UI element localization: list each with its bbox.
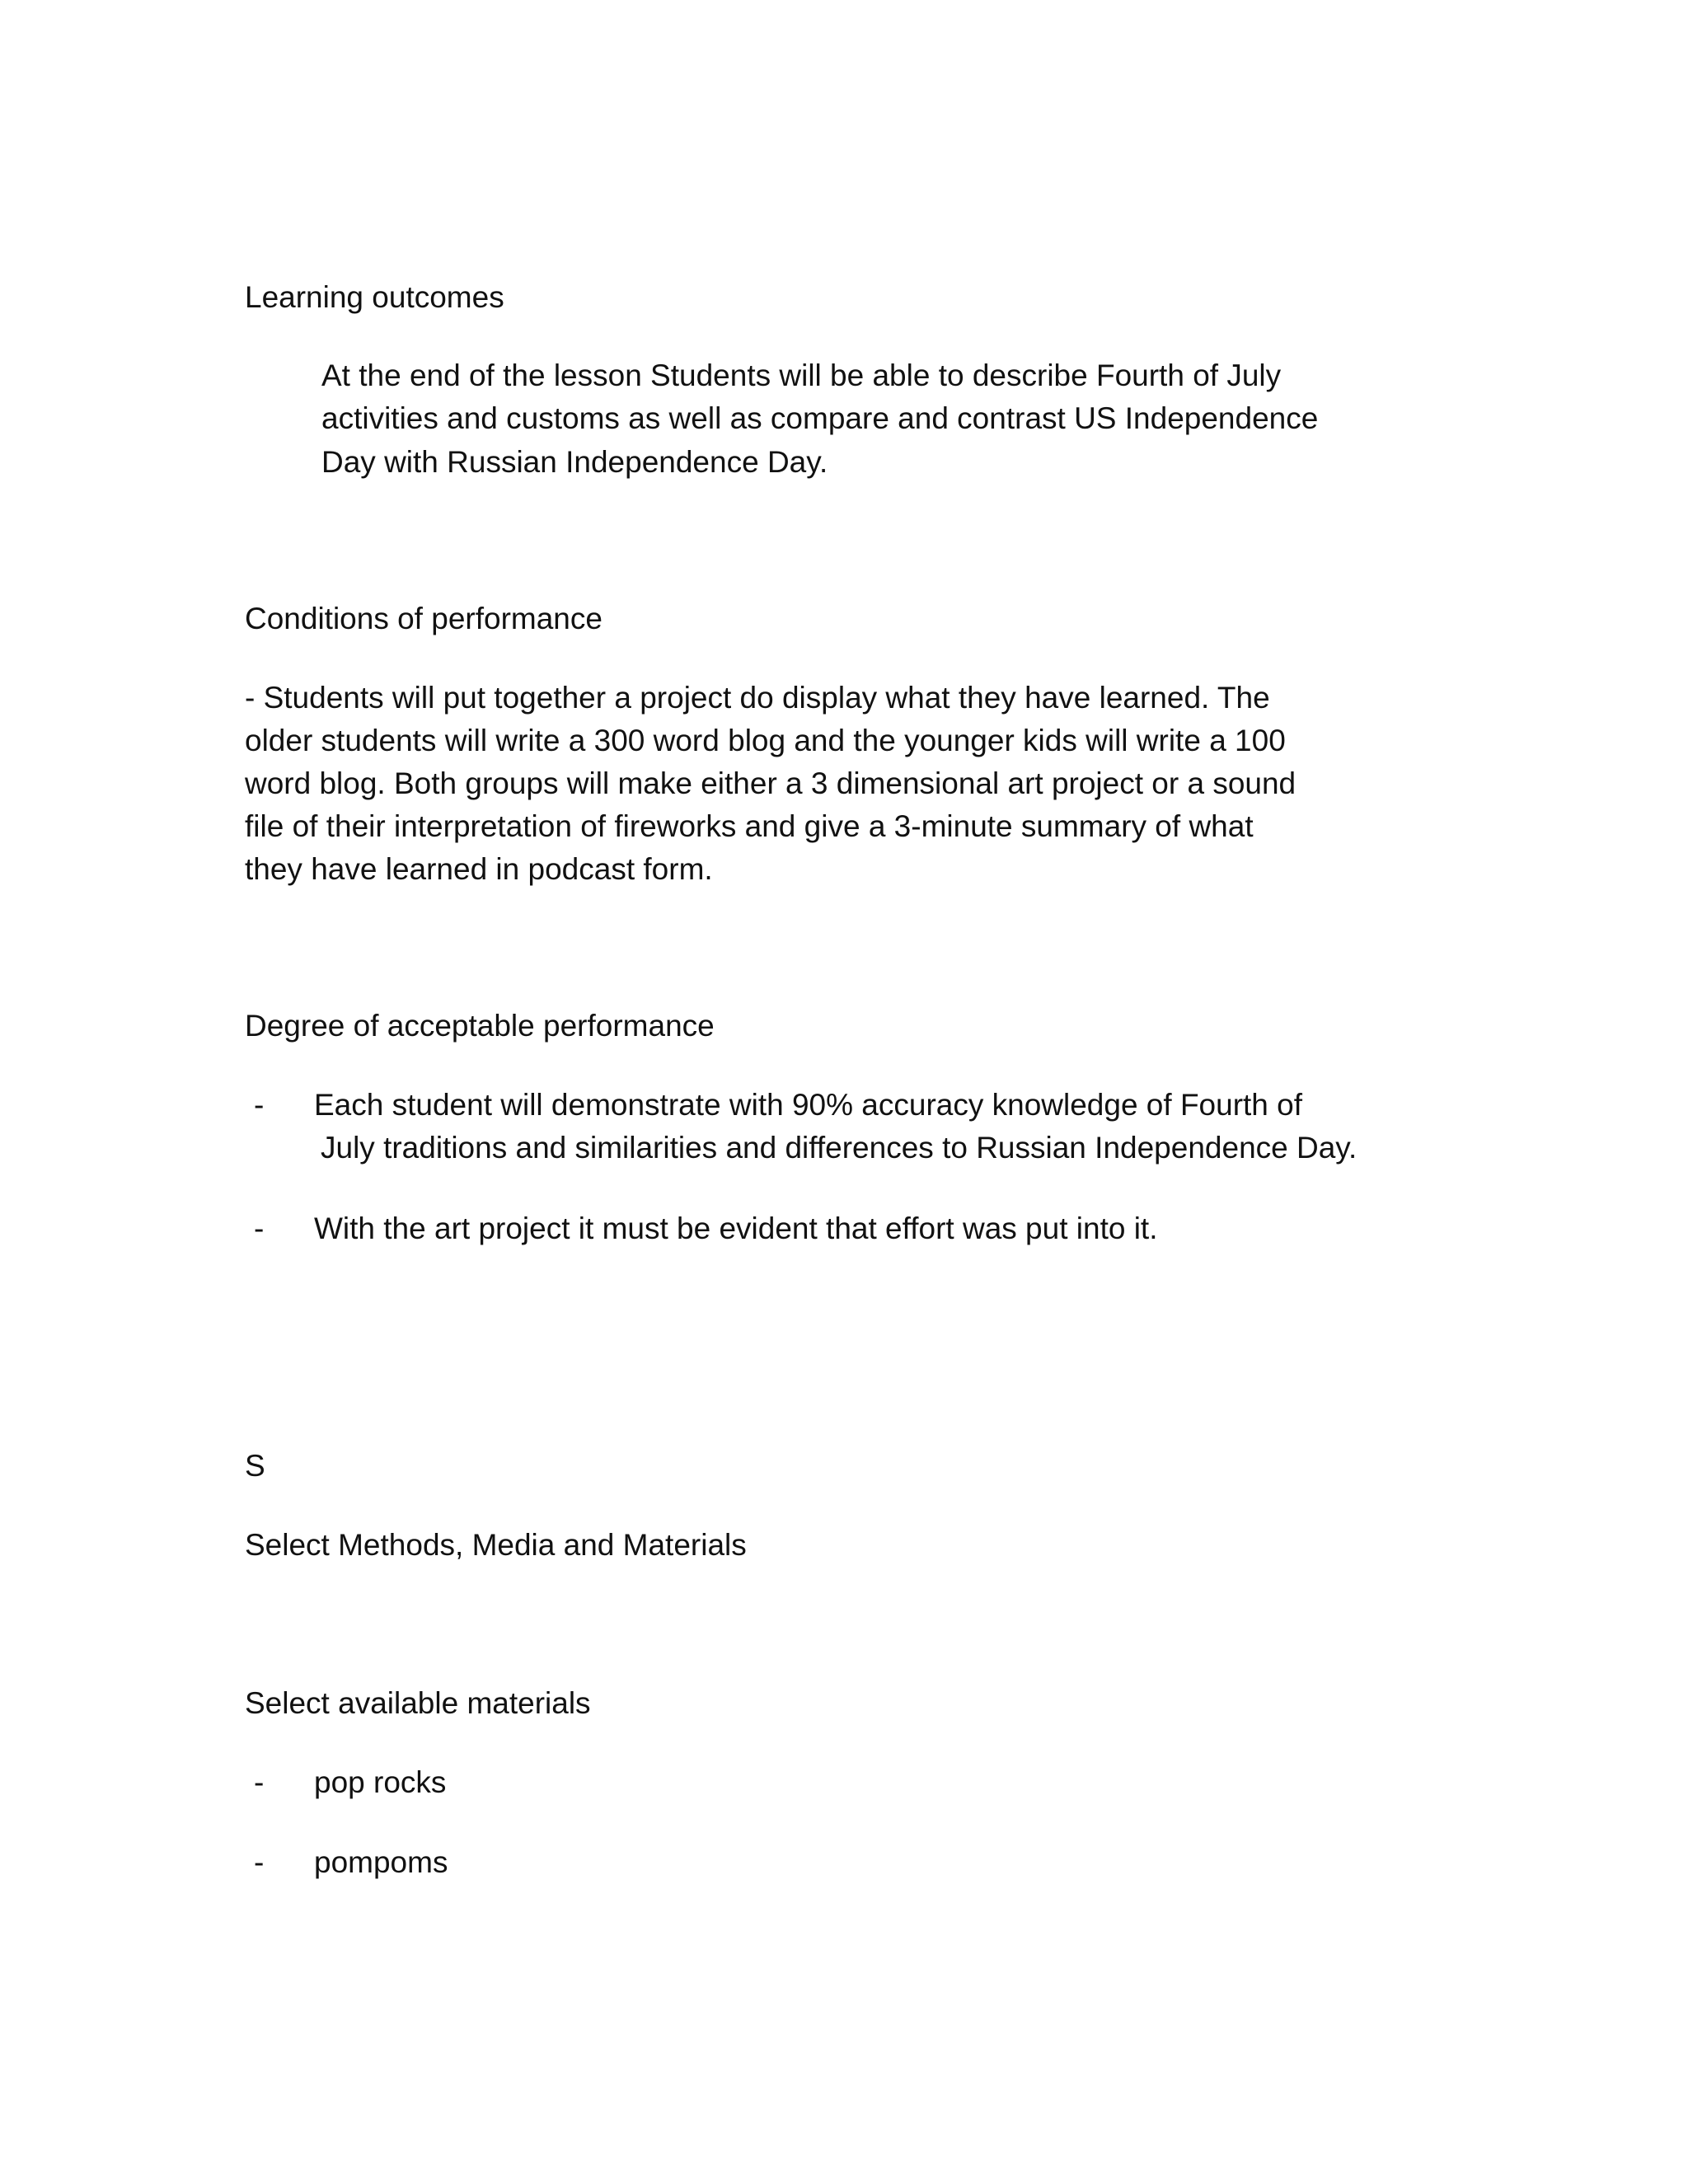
methods-heading: Select Methods, Media and Materials xyxy=(245,1528,747,1562)
bullet-dash: - xyxy=(254,1088,265,1122)
materials-item-2: pompoms xyxy=(314,1845,448,1879)
bullet-dash: - xyxy=(254,1765,265,1799)
conditions-heading: Conditions of performance xyxy=(245,602,603,635)
conditions-line-3: word blog. Both groups will make either a 3 dimensional art project or a sound xyxy=(245,766,1296,800)
learning-outcomes-heading: Learning outcomes xyxy=(245,280,504,314)
conditions-line-5: they have learned in podcast form. xyxy=(245,852,713,886)
learning-outcomes-line-3: Day with Russian Independence Day. xyxy=(321,445,828,479)
degree-heading: Degree of acceptable performance xyxy=(245,1009,715,1043)
degree-item-1-line-1: Each student will demonstrate with 90% accuracy knowledge of Fourth of xyxy=(314,1088,1303,1122)
materials-item-1: pop rocks xyxy=(314,1765,447,1799)
learning-outcomes-line-1: At the end of the lesson Students will be able to describe Fourth of July xyxy=(321,359,1282,392)
conditions-line-4: file of their interpretation of fireworks and give a 3-minute summary of what xyxy=(245,809,1254,843)
bullet-dash: - xyxy=(254,1212,265,1245)
degree-item-1-line-2: July traditions and similarities and differences to Russian Independence Day. xyxy=(321,1131,1357,1165)
bullet-dash: - xyxy=(254,1845,265,1879)
learning-outcomes-line-2: activities and customs as well as compare and contrast US Independence xyxy=(321,401,1319,435)
materials-heading: Select available materials xyxy=(245,1686,591,1720)
stray-letter: S xyxy=(245,1449,265,1483)
degree-item-2-line-1: With the art project it must be evident that effort was put into it. xyxy=(314,1212,1158,1245)
conditions-line-2: older students will write a 300 word blog and the younger kids will write a 100 xyxy=(245,724,1286,757)
conditions-line-1: - Students will put together a project do display what they have learned. The xyxy=(245,681,1270,715)
